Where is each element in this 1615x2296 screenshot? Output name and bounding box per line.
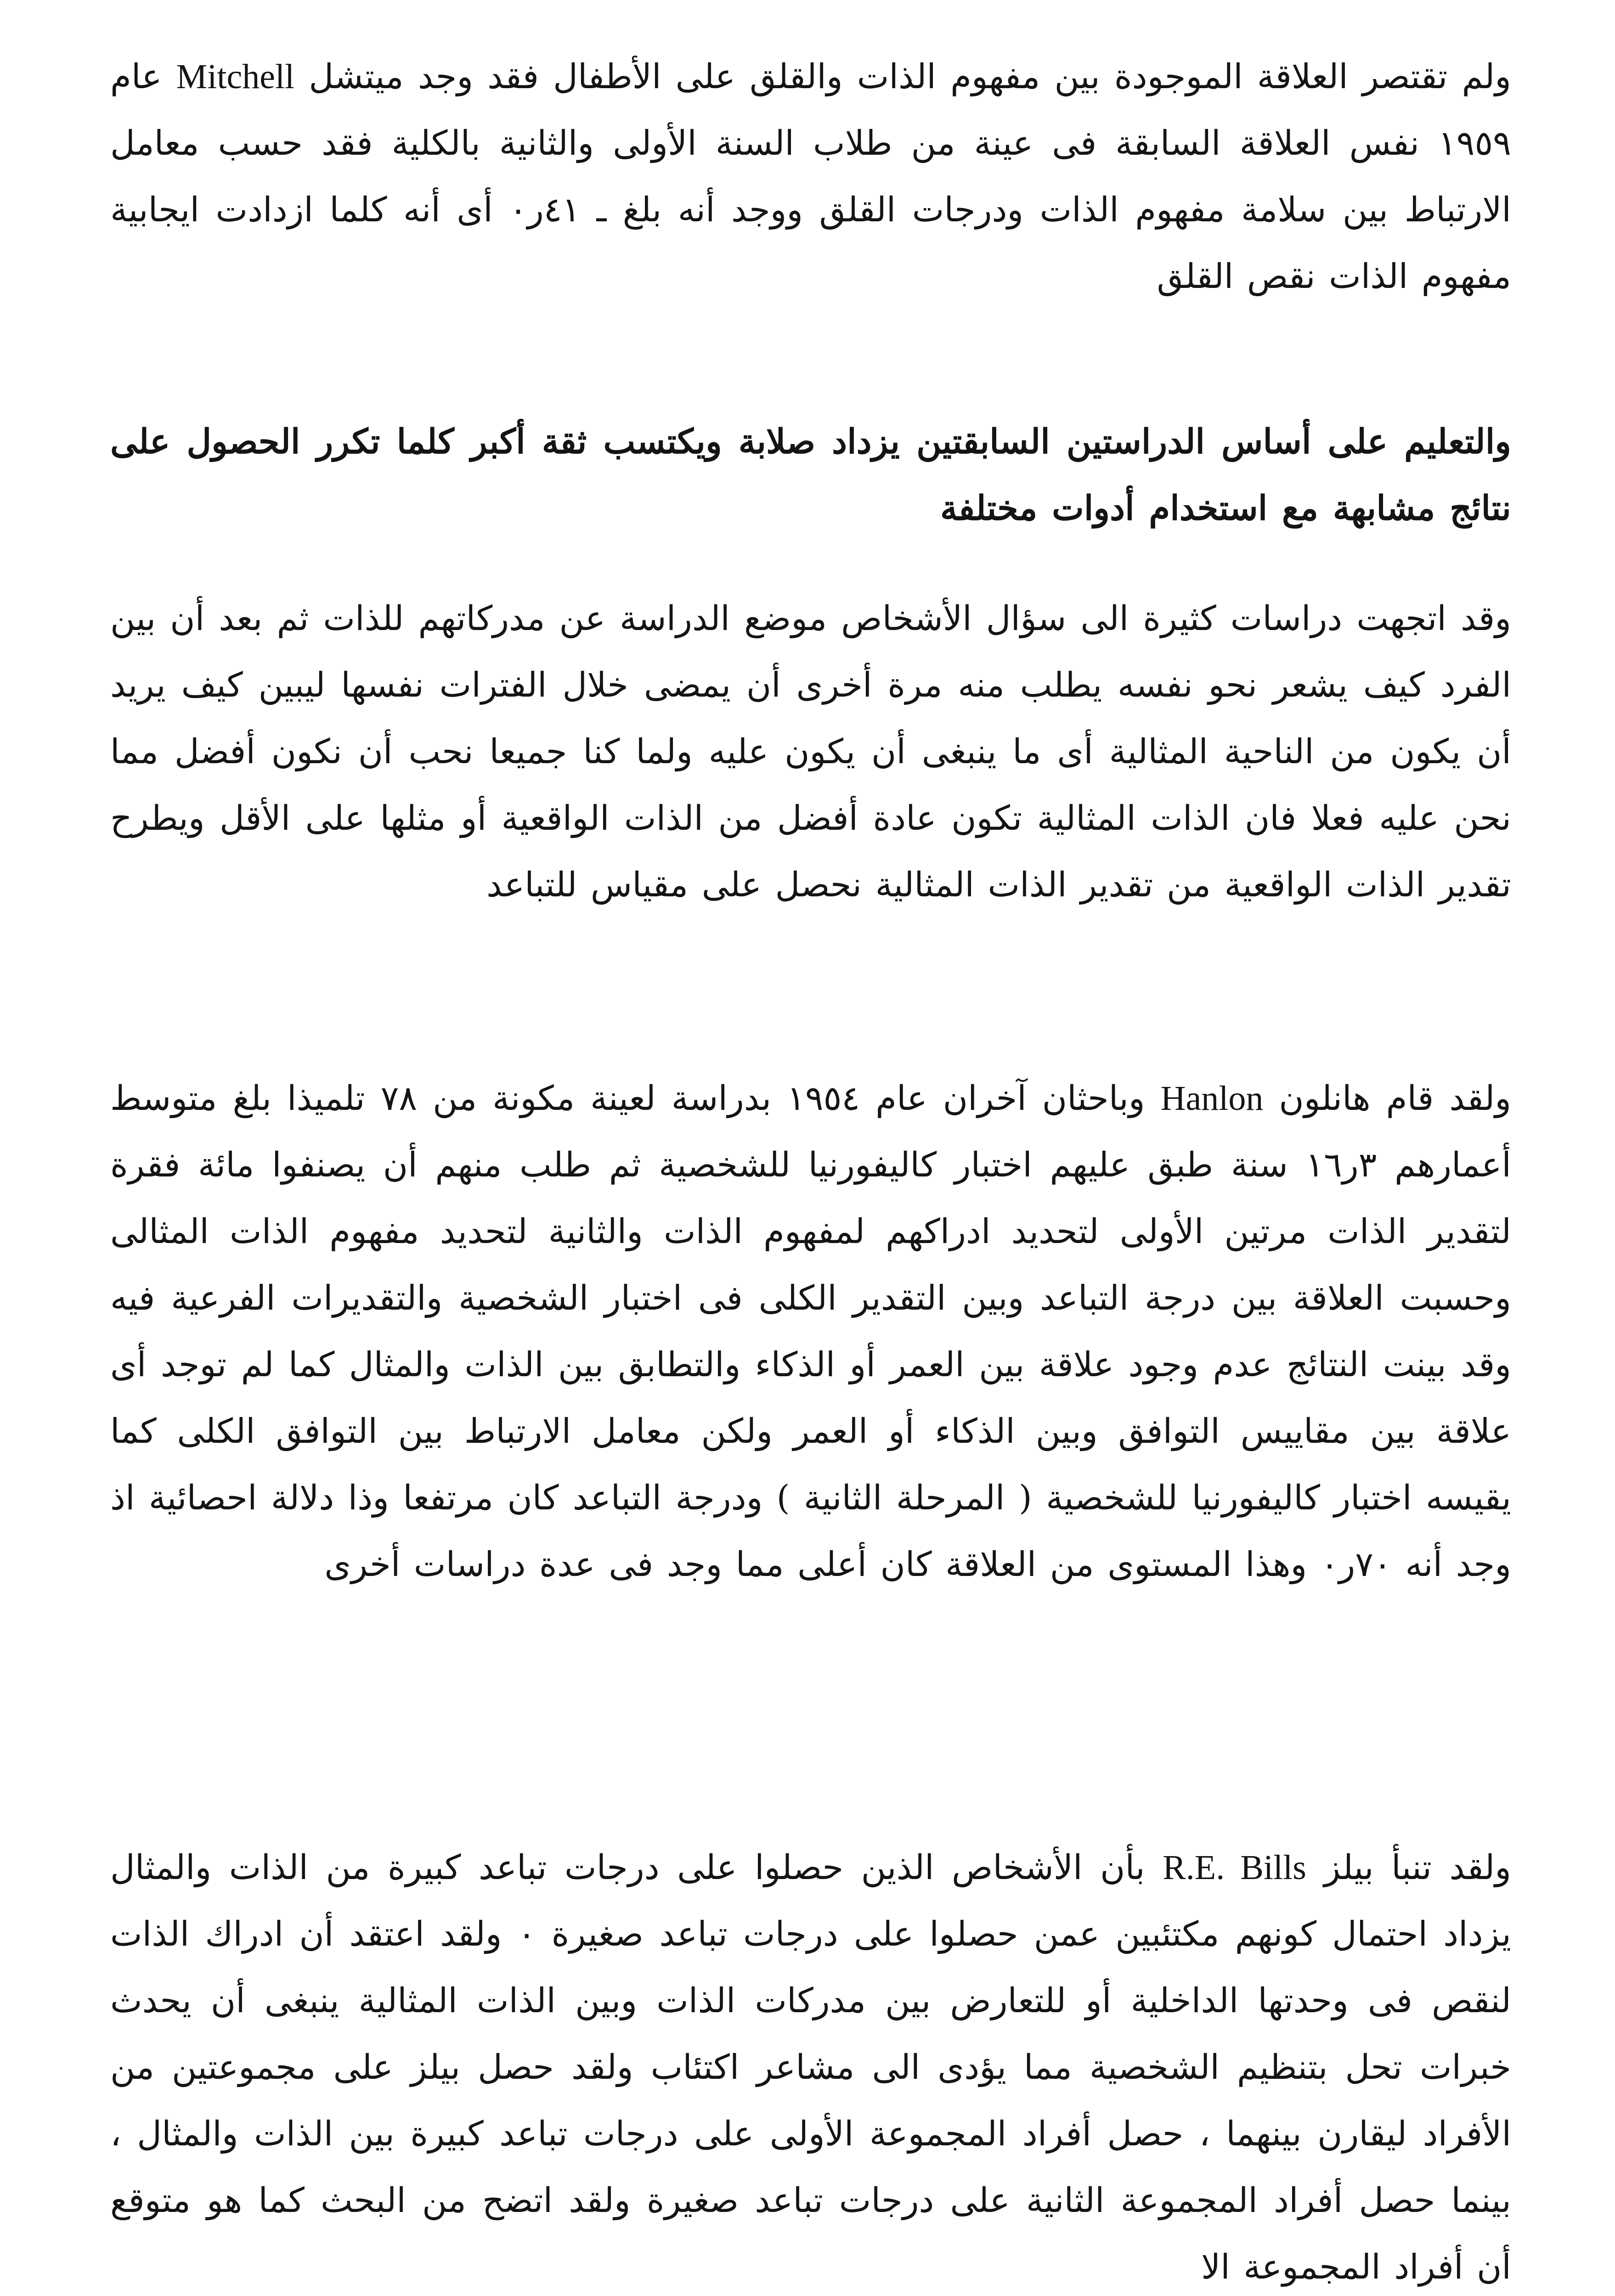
paragraph-5-text-a: ولقد تنبأ بيلز xyxy=(1306,1848,1512,1887)
paragraph-4 xyxy=(110,1065,1511,1598)
paragraph-3-text: وقد اتجهت دراسات كثيرة الى سؤال الأشخاص موضع الدراسة عن مدركاتهم للذات ثم بعد أن بين الفرد كيف يشعر نحو نفسه يطلب منه مرة أخرى أن يمضى خلال الفترات نفسها ليبين كيف يريد أن يكون من الناحية المثالية أى ما ينبغى أن يكون عليه ولما كنا جميعا نحب أن نكون أفضل مما نحن عليه فعلا فان الذات المثالية تكون عادة أفضل من الذات الواقعية أو مثلها على الأقل ويطرح تقدير الذات الواقعية من تقدير الذات المثالية نحصل على مقياس للتباعد xyxy=(110,599,1511,905)
document-page xyxy=(110,44,1511,2296)
paragraph-3 xyxy=(110,585,1511,918)
paragraph-4-text-a: ولقد قام هانلون xyxy=(1263,1079,1511,1118)
name-bills: R.E. Bills xyxy=(1163,1848,1306,1887)
paragraph-4-text-b: وباحثان آخران عام ١٩٥٤ بدراسة لعينة مكونة من ٧٨ تلميذا بلغ متوسط أعمارهم ٣ر١٦ سنة طبق عليهم اختبار كاليفورنيا للشخصية ثم طلب منهم أن يصنفوا مائة فقرة لتقدير الذات مرتين الأولى لتحديد ادراكهم لمفهوم الذات والثانية لتحديد مفهوم الذات المثالى وحسبت العلاقة بين درجة التباعد وبين التقدير الكلى فى اختبار الشخصية والتقديرات الفرعية فيه وقد بينت النتائج عدم وجود علاقة بين العمر أو الذكاء والتطابق بين الذات والمثال كما لم توجد أى علاقة بين مقاييس التوافق وبين الذكاء أو العمر ولكن معامل الارتباط بين التوافق الكلى كما يقيسه اختبار كاليفورنيا للشخصية ( المرحلة الثانية ) ودرجة التباعد كان مرتفعا وذا دلالة احصائية اذ وجد أنه ٧٠ر٠ وهذا المستوى من العلاقة كان أعلى مما وجد فى عدة دراسات أخرى xyxy=(110,1079,1511,1584)
paragraph-5-text-b: بأن الأشخاص الذين حصلوا على درجات تباعد كبيرة من الذات والمثال يزداد احتمال كونهم مكتئبين عمن حصلوا على درجات تباعد صغيرة ٠ ولقد اعتقد أن ادراك الذات لنقص فى وحدتها الداخلية أو للتعارض بين مدركات الذات وبين الذات المثالية ينبغى أن يحدث خبرات تحل بتنظيم الشخصية مما يؤدى الى مشاعر اكتئاب ولقد حصل بيلز على مجموعتين من الأفراد ليقارن بينهما ، حصل أفراد المجموعة الأولى على درجات تباعد كبيرة بين الذات والمثال ، بينما حصل أفراد المجموعة الثانية على درجات تباعد صغيرة ولقد اتضح من البحث كما هو متوقع أن أفراد المجموعة الا xyxy=(110,1848,1511,2287)
paragraph-1 xyxy=(110,44,1511,310)
paragraph-2 xyxy=(110,409,1511,542)
paragraph-1-text-b: عام ١٩٥٩ نفس العلاقة السابقة فى عينة من طلاب السنة الأولى والثانية بالكلية فقد حسب معامل الارتباط بين سلامة مفهوم الذات ودرجات القلق ووجد أنه بلغ ـ ٤١ر٠ أى أنه كلما ازدادت ايجابية مفهوم الذات نقص القلق xyxy=(110,57,1511,296)
paragraph-5 xyxy=(110,1835,1511,2296)
paragraph-2-text: والتعليم على أساس الدراستين السابقتين يزداد صلابة ويكتسب ثقة أكبر كلما تكرر الحصول على نتائج مشابهة مع استخدام أدوات مختلفة xyxy=(110,422,1511,528)
paragraph-1-text-a: ولم تقتصر العلاقة الموجودة بين مفهوم الذات والقلق على الأطفال فقد وجد ميتشل xyxy=(294,57,1511,96)
name-hanlon: Hanlon xyxy=(1160,1079,1264,1118)
name-mitchell: Mitchell xyxy=(176,57,295,96)
